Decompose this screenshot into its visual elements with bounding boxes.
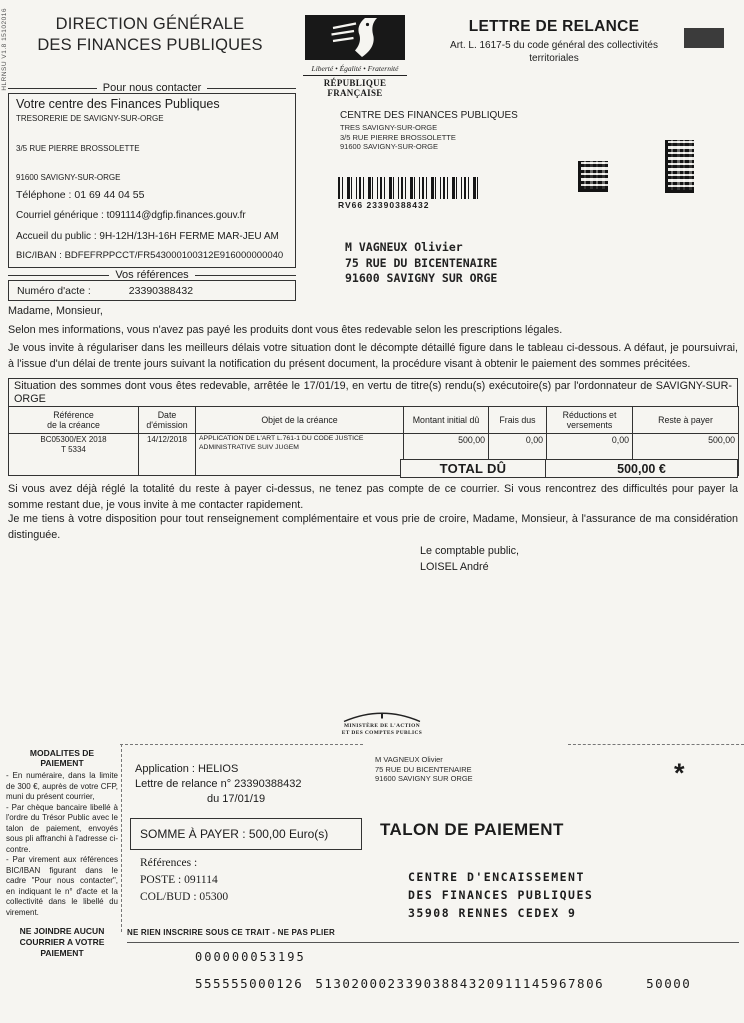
contact-phone: Téléphone : 01 69 44 04 55 xyxy=(16,189,145,201)
cut-line-left xyxy=(120,744,363,745)
ocr-code-line2 xyxy=(195,976,691,991)
divider xyxy=(8,275,109,276)
divider xyxy=(207,88,296,89)
contact-street: 3/5 RUE PIERRE BROSSOLETTE xyxy=(16,144,140,153)
col-header-reste: Reste à payer xyxy=(633,407,739,434)
talon-references-block xyxy=(140,855,228,906)
body-paragraph-1: Selon mes informations, vous n'avez pas payé les produits dont vous êtes redevable selon les prescriptions légales. xyxy=(8,324,563,336)
marianne-republic: RÉPUBLIQUE FRANÇAISE xyxy=(323,78,387,98)
contact-bic-iban: BIC/IBAN : BDFEFRPPCCT/FR543000100312E916000000040 xyxy=(16,250,284,261)
ministry-arc-icon xyxy=(342,710,422,723)
contact-heading: Votre centre des Finances Publiques xyxy=(16,97,220,111)
contact-office: TRESORERIE DE SAVIGNY-SUR-ORGE xyxy=(16,114,164,123)
ocr-code-part-a: 555555000126 xyxy=(195,976,304,991)
table-header-row xyxy=(9,407,739,434)
datamatrix-code-small xyxy=(578,161,608,192)
no-mail-warning-line3: PAIEMENT xyxy=(40,948,84,958)
application-block xyxy=(135,762,301,807)
payment-slip-title: TALON DE PAIEMENT xyxy=(380,820,564,839)
barcode-icon xyxy=(338,177,480,199)
cut-line-right xyxy=(568,744,744,745)
cell-date: 14/12/2018 xyxy=(139,434,196,476)
payment-methods-title-line2: PAIEMENT xyxy=(40,758,84,768)
body-paragraph-2: Je vous invite à régulariser dans les meilleurs délais votre situation dont le décompte détaillé figure dans le tableau ci-dessous. A défaut, je poursuivrai, à l'issue d'un délai de trente jours suivant la notification du présent document, la procédure visant à obtenir le paiement des sommes précitées. xyxy=(8,342,738,370)
cell-reference: BC05300/EX 2018 T 5334 xyxy=(9,434,139,476)
no-mail-warning-line1: NE JOINDRE AUCUN xyxy=(19,926,105,936)
agency-title xyxy=(28,14,272,56)
reminder-number: Lettre de relance n° 23390388432 xyxy=(135,778,302,790)
payment-method-cash: - En numéraire, dans la limite de 300 €, auprès de votre CFP, muni du présent courrier, xyxy=(6,771,118,801)
barcode-label: RV66 23390388432 xyxy=(338,200,430,210)
ocr-code-part-b: 51302000233903884320911145967806 xyxy=(315,976,605,991)
col-header-reference: Référence de la créance xyxy=(9,407,139,434)
recipient-line2: 75 RUE DU BICENTENAIRE xyxy=(345,255,498,270)
republique-francaise-logo xyxy=(303,15,407,98)
body-paragraph-3: Si vous avez déjà réglé la totalité du reste à payer ci-dessus, ne tenez pas compte de ce courrier. Si vous rencontrez des difficultés pour payer la somme restant due, je vous invite à me contacter rapidement. xyxy=(8,483,738,511)
collection-center-line1: CENTRE D'ENCAISSEMENT xyxy=(408,870,585,884)
form-version-vertical-text: HLRNSU V1.8 15102016 xyxy=(1,8,8,91)
ocr-code-line1: 000000053195 xyxy=(195,950,306,964)
application-name: Application : HELIOS xyxy=(135,763,239,775)
reminder-date: du 17/01/19 xyxy=(207,793,266,805)
black-redaction-mark xyxy=(684,28,724,48)
col-header-montant: Montant initial dû xyxy=(404,407,489,434)
agency-line1: DIRECTION GÉNÉRALE xyxy=(55,15,245,33)
talon-references-label: Références : xyxy=(140,857,198,869)
contact-city: 91600 SAVIGNY-SUR-ORGE xyxy=(16,173,121,182)
talon-recipient-line2: 75 RUE DU BICENTENAIRE xyxy=(375,764,472,774)
do-not-write-rule xyxy=(127,922,739,943)
references-label: Vos références xyxy=(115,269,189,281)
col-header-reductions: Réductions et versements xyxy=(547,407,633,434)
payment-methods-title-line1: MODALITES DE xyxy=(29,748,95,758)
payment-methods-column xyxy=(6,748,118,959)
talon-recipient-address xyxy=(375,755,473,784)
talon-poste-ref: POSTE : 091114 xyxy=(140,874,218,886)
payment-method-transfer: - Par virement aux références BIC/IBAN figurant dans le cadre "Pour nous contacter", en indiquant le n° d'acte et la collectivité dans le libellé du virement. xyxy=(6,855,118,917)
talon-recipient-line3: 91600 SAVIGNY SUR ORGE xyxy=(375,774,473,783)
recipient-line3: 91600 SAVIGNY SUR ORGE xyxy=(345,271,498,285)
divider xyxy=(8,88,97,89)
total-due-row xyxy=(400,459,738,478)
recipient-line1: M VAGNEUX Olivier xyxy=(345,240,463,254)
act-number-label: Numéro d'acte : xyxy=(17,284,91,297)
payment-method-cheque: - Par chèque bancaire libellé à l'ordre du Trésor Public avec le talon de paiement, envoyés sous pli affranchi à l'adresse ci-contre. xyxy=(6,802,118,854)
page-title: LETTRE DE RELANCE xyxy=(468,18,640,35)
contact-hours: Accueil du public : 9H-12H/13H-16H FERME MAR-JEU AM xyxy=(16,231,279,242)
sender-line3: 3/5 RUE PIERRE BROSSOLETTE xyxy=(340,132,456,142)
sender-address-block xyxy=(340,110,518,152)
cell-objet: APPLICATION DE L'ART L.761-1 DU CODE JUSTICE ADMINISTRATIVE SUIV JUGEM xyxy=(196,434,404,476)
document-title-block xyxy=(428,18,680,65)
cell-reste: 500,00 xyxy=(633,434,739,476)
amount-to-pay-box: SOMME À PAYER : 500,00 Euro(s) xyxy=(130,818,362,850)
contact-box xyxy=(8,93,296,268)
signature-block xyxy=(420,543,519,575)
total-due-value: 500,00 € xyxy=(617,461,666,476)
col-header-frais: Frais dus xyxy=(489,407,547,434)
datamatrix-code-large xyxy=(665,140,694,193)
references-box xyxy=(8,280,296,301)
cell-montant: 500,00 xyxy=(404,434,489,476)
collection-center-address xyxy=(408,868,593,922)
col-header-objet: Objet de la créance xyxy=(196,407,404,434)
title-subtitle-line1: Art. L. 1617-5 du code général des collectivités xyxy=(450,40,658,51)
mail-barcode xyxy=(338,177,480,210)
title-subtitle-line2: territoriales xyxy=(529,53,579,64)
cell-reductions: 0,00 xyxy=(547,434,633,476)
cell-frais: 0,00 xyxy=(489,434,547,476)
no-mail-warning-line2: COURRIER A VOTRE xyxy=(19,937,105,947)
asterisk-mark: * xyxy=(674,758,685,788)
ocr-code-part-c: 50000 xyxy=(646,976,692,991)
agency-line2: DES FINANCES PUBLIQUES xyxy=(37,36,263,54)
divider xyxy=(195,275,296,276)
act-number-value: 23390388432 xyxy=(128,284,194,297)
do-not-write-text: NE RIEN INSCRIRE SOUS CE TRAIT - NE PAS PLIER xyxy=(127,928,335,937)
collection-center-line2: DES FINANCES PUBLIQUES xyxy=(408,888,594,902)
signature-name: LOISEL André xyxy=(420,561,489,573)
talon-colbud-ref: COL/BUD : 05300 xyxy=(140,891,229,903)
ministry-name-line1: MINISTÈRE DE L'ACTION xyxy=(343,723,421,729)
marianne-motto: Liberté • Égalité • Fraternité xyxy=(303,64,407,76)
cut-line-vertical xyxy=(121,744,122,932)
contact-box-label: Pour nous contacter xyxy=(102,82,202,94)
table-caption: Situation des sommes dont vous êtes redevable, arrêtée le 17/01/19, en vertu de titre(s) rendu(s) exécutoire(s) par l'ordonnateur de SAVIGNY-SUR-ORGE xyxy=(8,378,738,407)
total-due-label: TOTAL DÛ xyxy=(401,460,546,477)
contact-email: Courriel générique : t091114@dgfip.finances.gouv.fr xyxy=(16,210,246,221)
sender-line1: CENTRE DES FINANCES PUBLIQUES xyxy=(340,110,518,121)
ministry-logo xyxy=(330,710,434,736)
salutation: Madame, Monsieur, xyxy=(8,305,103,317)
collection-center-line3: 35908 RENNES CEDEX 9 xyxy=(408,906,577,920)
sender-line4: 91600 SAVIGNY-SUR-ORGE xyxy=(340,142,438,151)
recipient-address-block xyxy=(345,240,497,287)
talon-recipient-line1: M VAGNEUX Olivier xyxy=(375,755,443,764)
col-header-date: Date d'émission xyxy=(139,407,196,434)
body-paragraph-4: Je me tiens à votre disposition pour tout renseignement complémentaire et vous prie de croire, Madame, Monsieur, à l'assurance de ma considération distinguée. xyxy=(8,513,738,541)
ministry-name-line2: ET DES COMPTES PUBLICS xyxy=(341,729,423,736)
sender-line2: TRES SAVIGNY-SUR-ORGE xyxy=(340,123,438,132)
marianne-icon xyxy=(305,15,405,60)
signature-title: Le comptable public, xyxy=(420,545,520,557)
